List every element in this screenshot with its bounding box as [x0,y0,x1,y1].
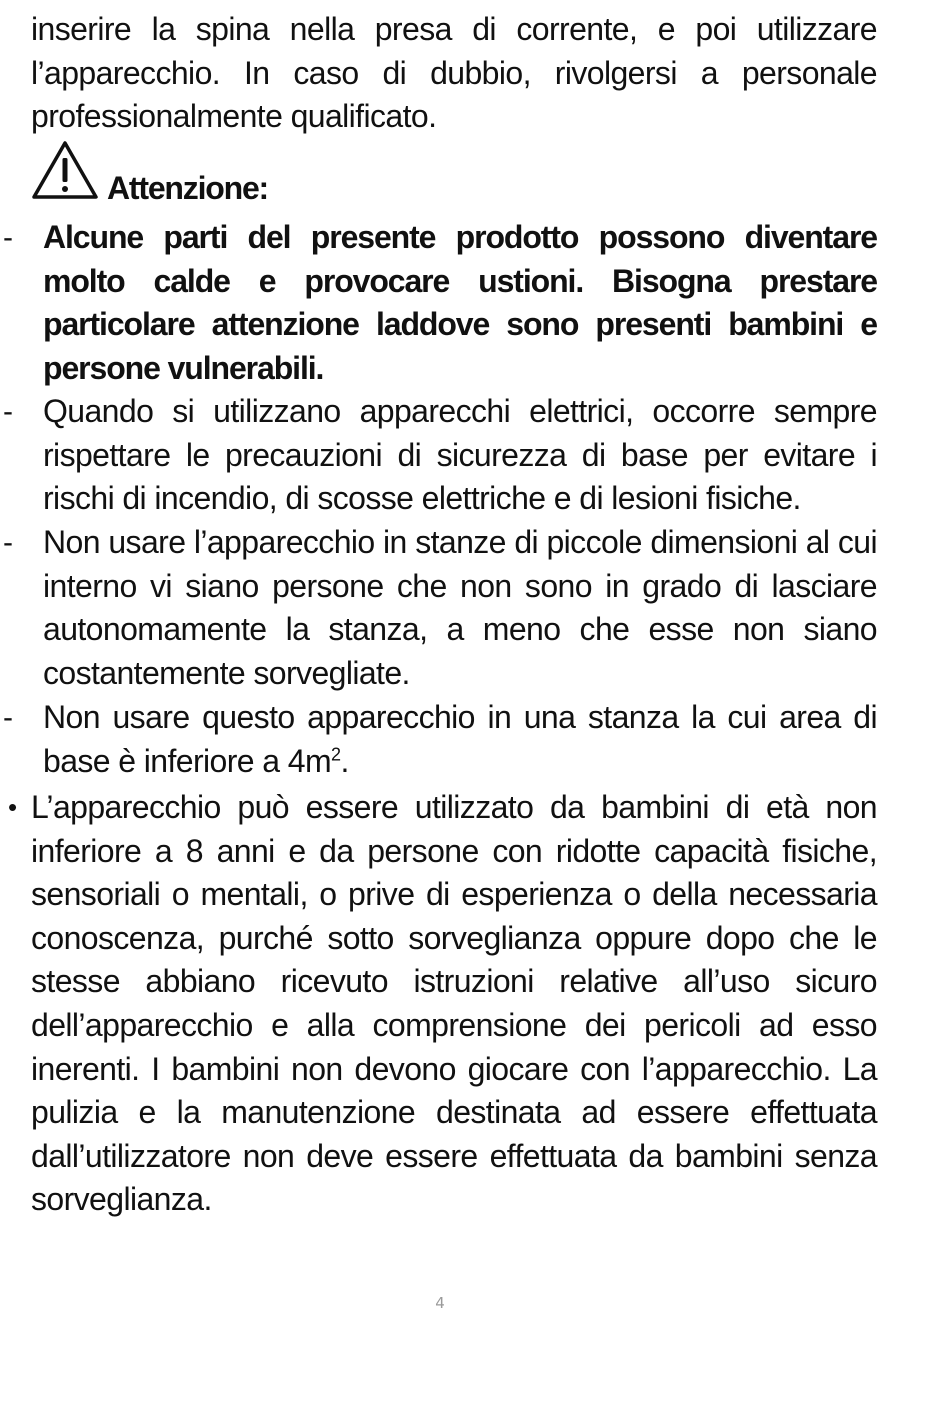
page-number: 4 [435,1294,445,1312]
warning-title: Attenzione: [107,170,269,206]
warning-item-text: Alcune parti del presente prodotto possono diventare molto calde e provocare ustioni. Bisogna prestare particolare attenzione laddove sono presenti bambini e persone vulnerabili. [43,219,877,386]
warning-item-text-main: Non usare questo apparecchio in una stanza la cui area di base è inferiore a 4m [43,699,877,779]
dash-marker: - [3,395,13,428]
warning-item-text [43,696,877,783]
bullet-text: L’apparecchio può essere utilizzato da bambini di età non inferiore a 8 anni e da persone con ridotte capacità fisiche, sensoriali o mentali, o prive di esperienza o della necessaria conoscenza, purché sotto sorveglianza oppure dopo che le stesse abbiano ricevuto istruzioni relative all’uso sicuro dell’apparecchio e alla comprensione dei pericoli ad esso inerenti. I bambini non devono giocare con l’apparecchio. La pulizia e la manutenzione destinata ad essere effettuata dall’utilizzatore non deve essere effettuata da bambini senza sorveglianza. [31,789,877,1218]
dash-marker: - [3,221,13,254]
dash-marker: - [3,526,13,559]
dash-marker: - [3,701,13,734]
warning-item-text-end: . [340,742,349,779]
warning-item-text: Non usare l’apparecchio in stanze di piccole dimensioni al cui interno vi siano persone che non sono in grado di lasciare autonomamente la stanza, a meno che esse non siano costantemente sorvegliate. [43,524,877,691]
warning-triangle-icon [31,140,99,200]
intro-paragraph: inserire la spina nella presa di corrente, e poi utilizzare l’apparecchio. In caso di dubbio, rivolgersi a personale professionalmente qualificato. [31,11,877,135]
superscript-two: 2 [331,743,341,764]
warning-item-text: Quando si utilizzano apparecchi elettrici, occorre sempre rispettare le precauzioni di sicurezza di base per evitare i rischi di incendio, di scosse elettriche e di lesioni fisiche. [43,393,877,517]
bullet-marker: • [8,792,18,822]
warning-heading [31,140,431,206]
